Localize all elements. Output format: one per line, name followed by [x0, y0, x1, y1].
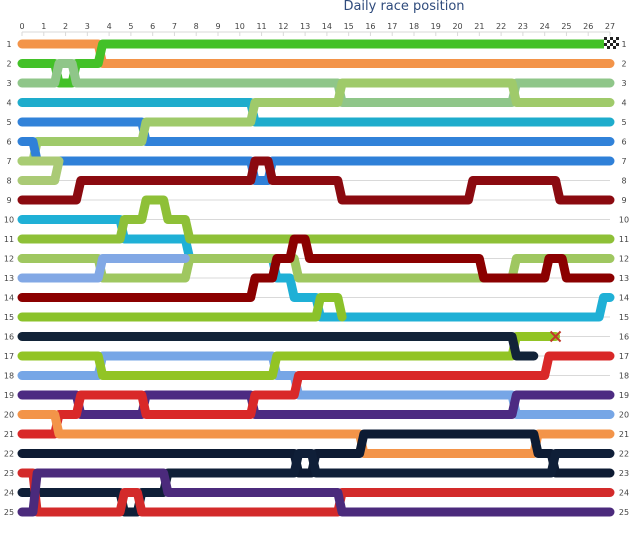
x-tick-label: 6 — [150, 22, 156, 31]
y-tick-label-left: 21 — [3, 430, 15, 439]
y-tick-label-left: 17 — [3, 352, 15, 361]
y-tick-label-right: 11 — [618, 235, 630, 244]
y-tick-label-right: 25 — [618, 508, 630, 517]
y-tick-label-left: 14 — [3, 293, 15, 303]
y-tick-label-right: 21 — [618, 430, 630, 439]
y-tick-label-right: 15 — [618, 313, 630, 322]
y-tick-label-left: 13 — [3, 274, 15, 283]
x-tick-label: 8 — [193, 22, 199, 31]
y-tick-label-left: 23 — [3, 469, 15, 478]
x-tick-label: 17 — [387, 22, 398, 31]
y-tick-label-left: 6 — [6, 137, 12, 147]
y-tick-label-left: 5 — [6, 118, 12, 127]
x-tick-label: 7 — [171, 22, 177, 31]
x-tick-label: 15 — [343, 22, 354, 31]
x-tick-label: 20 — [452, 22, 463, 31]
y-tick-label-left: 12 — [3, 254, 15, 264]
y-tick-label-right: 12 — [618, 254, 630, 264]
chart-title: Daily race position — [343, 0, 465, 14]
y-tick-label-right: 20 — [618, 410, 630, 420]
y-tick-label-left: 15 — [3, 313, 15, 322]
y-tick-label-right: 7 — [621, 157, 627, 166]
x-tick-label: 11 — [256, 22, 267, 31]
y-tick-label-left: 9 — [6, 196, 12, 205]
y-tick-label-right: 14 — [618, 293, 630, 303]
y-tick-label-right: 4 — [621, 98, 627, 108]
racer-line-24 — [22, 454, 610, 513]
x-tick-label: 4 — [106, 22, 112, 31]
y-tick-label-right: 3 — [621, 79, 627, 88]
x-tick-label: 22 — [496, 22, 507, 31]
y-tick-label-left: 20 — [3, 410, 15, 420]
y-tick-label-left: 18 — [3, 371, 15, 381]
y-tick-label-right: 16 — [618, 332, 630, 342]
x-tick-label: 14 — [321, 22, 332, 31]
racer-line-18 — [22, 337, 556, 376]
x-tick-label: 13 — [300, 22, 311, 31]
x-tick-label: 18 — [408, 22, 420, 31]
checkered-flag-icon — [604, 37, 619, 49]
y-tick-label-right: 5 — [621, 118, 627, 127]
y-tick-label-left: 16 — [3, 332, 15, 342]
x-tick-label: 19 — [430, 22, 441, 31]
racer-line-17 — [22, 356, 610, 415]
y-tick-label-left: 2 — [6, 59, 12, 69]
x-tick-label: 25 — [561, 22, 572, 31]
y-tick-label-right: 22 — [618, 449, 630, 459]
y-tick-label-right: 9 — [621, 196, 627, 205]
x-tick-label: 2 — [63, 22, 69, 31]
racer-line-9 — [22, 161, 610, 200]
y-tick-label-left: 4 — [6, 98, 12, 108]
y-tick-label-right: 24 — [618, 488, 630, 498]
y-tick-label-right: 1 — [621, 40, 627, 49]
x-tick-label: 23 — [517, 22, 528, 31]
y-tick-label-right: 10 — [618, 215, 630, 225]
y-tick-label-left: 10 — [3, 215, 15, 225]
y-tick-label-right: 17 — [618, 352, 630, 361]
y-tick-label-right: 13 — [618, 274, 630, 283]
racer-line-15 — [22, 239, 610, 298]
x-tick-label: 9 — [215, 22, 221, 31]
y-tick-label-left: 8 — [6, 176, 12, 186]
x-tick-label: 21 — [474, 22, 485, 31]
y-tick-label-left: 7 — [6, 157, 12, 166]
y-tick-label-left: 25 — [3, 508, 15, 517]
y-tick-label-left: 1 — [6, 40, 12, 49]
x-tick-label: 24 — [539, 22, 550, 31]
y-tick-label-right: 23 — [618, 469, 630, 478]
y-tick-label-right: 8 — [621, 176, 627, 186]
racer-line-3 — [22, 64, 610, 103]
x-tick-label: 27 — [604, 22, 616, 31]
x-tick-label: 26 — [583, 22, 594, 31]
y-tick-label-left: 19 — [3, 391, 15, 400]
x-tick-label: 12 — [278, 22, 289, 31]
y-tick-label-right: 19 — [618, 391, 630, 400]
y-tick-label-left: 3 — [6, 79, 12, 88]
x-tick-label: 1 — [41, 22, 47, 31]
y-tick-label-right: 18 — [618, 371, 630, 381]
y-tick-label-right: 2 — [621, 59, 627, 69]
x-tick-label: 0 — [19, 22, 25, 31]
y-tick-label-right: 6 — [621, 137, 627, 147]
y-tick-label-left: 24 — [3, 488, 15, 498]
racer-line-7 — [22, 142, 610, 181]
x-tick-label: 16 — [365, 22, 376, 31]
x-tick-label: 3 — [84, 22, 90, 31]
x-tick-label: 10 — [234, 22, 245, 31]
x-tick-label: 5 — [128, 22, 134, 31]
y-tick-label-left: 11 — [3, 235, 15, 244]
y-tick-label-left: 22 — [3, 449, 15, 459]
